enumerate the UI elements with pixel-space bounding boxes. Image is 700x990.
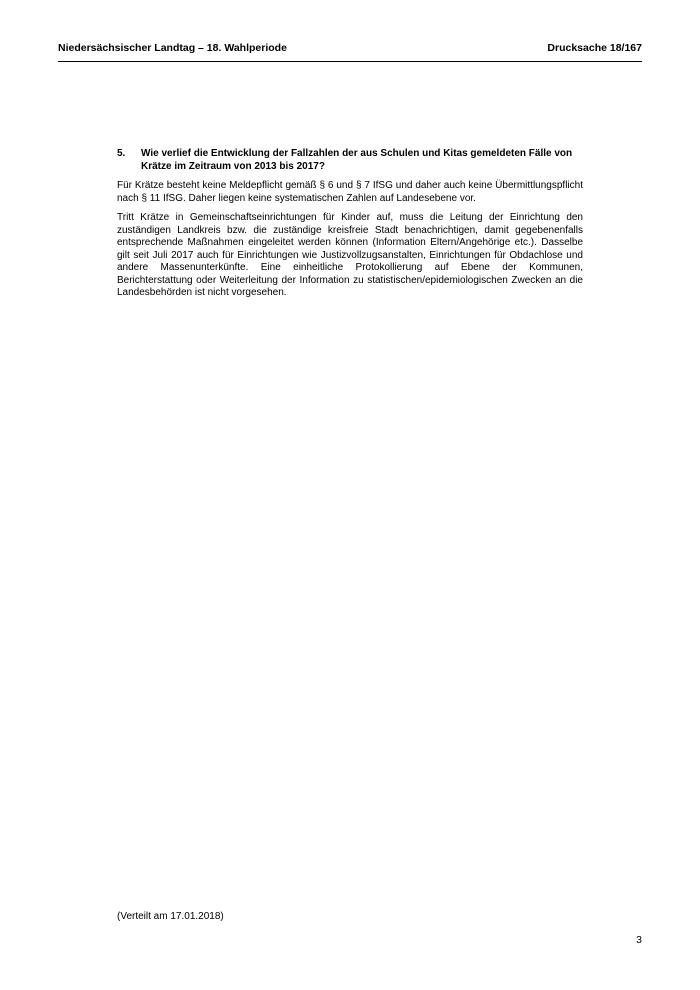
page-header (58, 42, 642, 54)
header-title: Niedersächsischer Landtag – 18. Wahlperiode (58, 42, 287, 54)
document-number: Drucksache 18/167 (547, 42, 642, 54)
page-number: 3 (636, 934, 642, 946)
answer-paragraph: Für Krätze besteht keine Meldepflicht gemäß § 6 und § 7 IfSG und daher auch keine Übermittlungspflicht nach § 11 IfSG. Daher liegen keine systematischen Zahlen auf Landesebene vor. (117, 180, 583, 204)
answer-paragraph: Tritt Krätze in Gemeinschaftseinrichtungen für Kinder auf, muss die Leitung der Einrichtung den zuständigen Landkreis bzw. die zuständige kreisfreie Stadt benachrichtigen, damit gegebenenfalls entsprechende Maßnahmen eingeleitet werden können (Information Eltern/Angehörige etc.). Dasselbe gilt seit Juli 2017 auch für Einrichtungen wie Justizvollzugsanstalten, Einrichtungen für Obdachlose und andere Massenunterkünfte. Eine einheitliche Protokollierung auf Ebene der Kommunen, Berichterstattung oder Weiterleitung der Information zu statistischen/epidemiologischen Zwecken an die Landesbehörden ist nicht vorgesehen. (117, 212, 583, 298)
header-divider (58, 61, 642, 62)
question-number: 5. (117, 148, 126, 159)
question-text: Wie verlief die Entwicklung der Fallzahlen der aus Schulen und Kitas gemeldeten Fälle von Krätze im Zeitraum von 2013 bis 2017? (141, 148, 573, 172)
distribution-note: (Verteilt am 17.01.2018) (117, 911, 224, 922)
question-block (117, 148, 583, 173)
